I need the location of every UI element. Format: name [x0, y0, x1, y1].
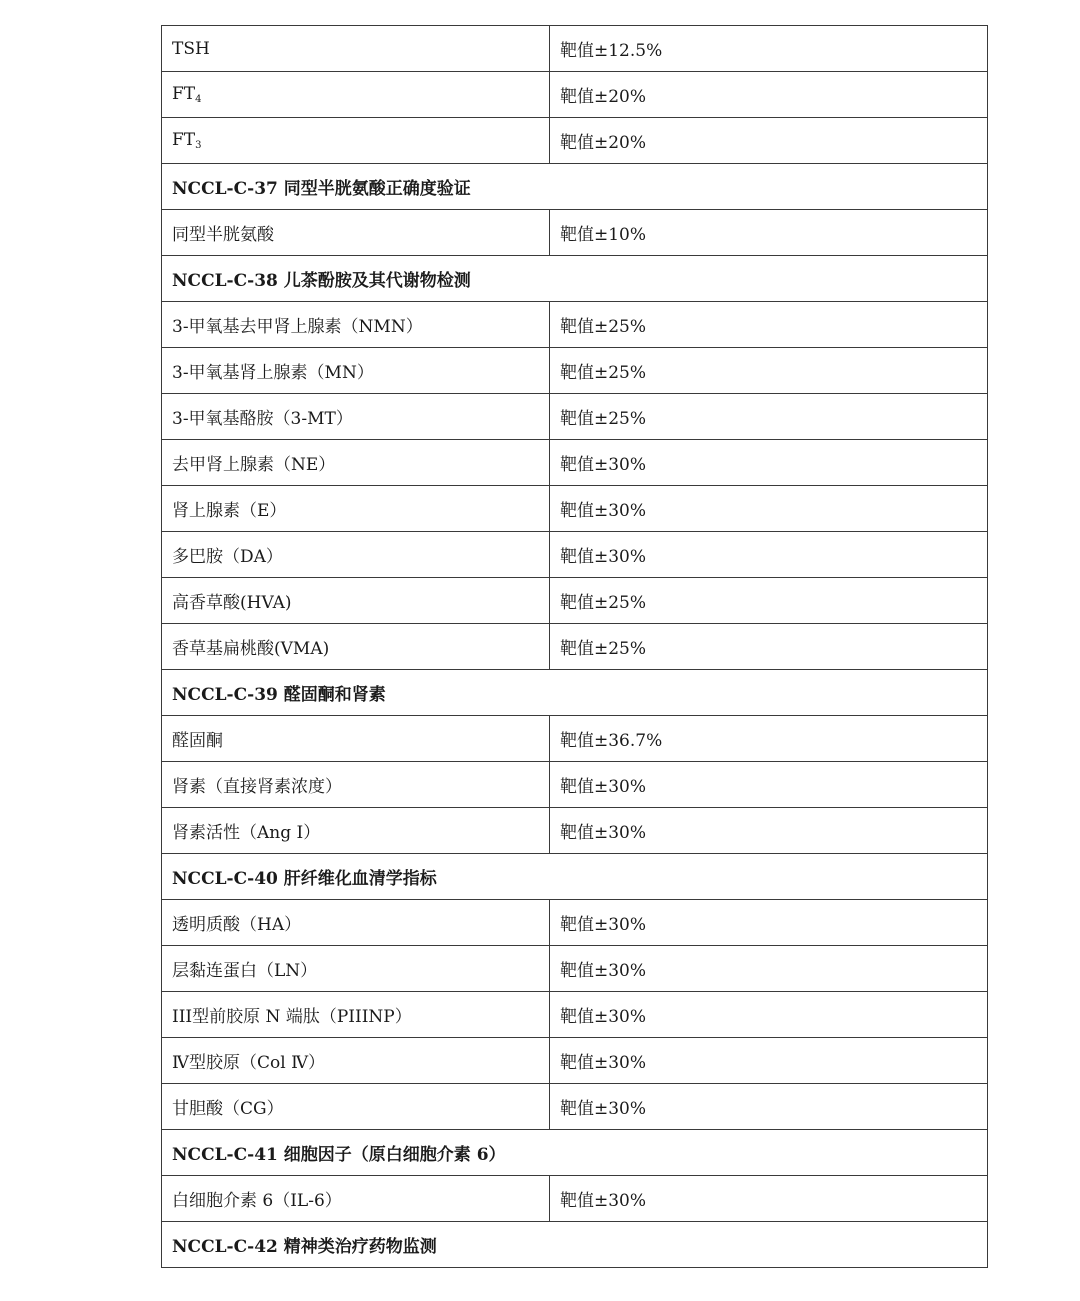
table-row [162, 992, 988, 1038]
analyte-name-cell [162, 118, 550, 164]
analyte-name-cell [162, 716, 550, 762]
tolerance-cell: 靶值±36.7% [550, 716, 988, 762]
tolerance-cell: 靶值±30% [550, 946, 988, 992]
analyte-name: 肾素活性（Ang I） [172, 823, 321, 843]
analyte-name-cell [162, 1084, 550, 1130]
tolerance-cell: 靶值±20% [550, 118, 988, 164]
table-row [162, 1038, 988, 1084]
table-row [162, 1176, 988, 1222]
tolerance-cell: 靶值±30% [550, 486, 988, 532]
analyte-name: 白细胞介素 6（IL-6） [172, 1191, 342, 1211]
analyte-name-cell [162, 578, 550, 624]
analyte-name: 醛固酮 [172, 731, 223, 751]
analyte-name: 层黏连蛋白（LN） [172, 961, 318, 981]
analyte-name: 香草基扁桃酸(VMA) [172, 639, 330, 659]
table-row [162, 808, 988, 854]
tolerance-cell: 靶值±30% [550, 532, 988, 578]
tolerance-cell: 靶值±25% [550, 624, 988, 670]
table-row [162, 302, 988, 348]
table-row [162, 72, 988, 118]
analyte-name: FT [172, 130, 196, 150]
analyte-name: III型前胶原 N 端肽（PIIINP） [172, 1007, 412, 1027]
section-title: NCCL-C-39 醛固酮和肾素 [162, 670, 988, 716]
section-title: NCCL-C-42 精神类治疗药物监测 [162, 1222, 988, 1268]
table-row [162, 578, 988, 624]
analyte-name-cell [162, 394, 550, 440]
table-row [162, 118, 988, 164]
tolerance-cell: 靶值±30% [550, 762, 988, 808]
analyte-name-cell [162, 532, 550, 578]
table-row [162, 716, 988, 762]
tolerance-cell: 靶值±30% [550, 808, 988, 854]
section-header-row [162, 854, 988, 900]
table-row [162, 900, 988, 946]
analyte-name-cell [162, 1176, 550, 1222]
analyte-name-cell [162, 762, 550, 808]
section-title: NCCL-C-38 儿茶酚胺及其代谢物检测 [162, 256, 988, 302]
table-body [162, 26, 988, 1268]
section-header-row [162, 670, 988, 716]
tolerance-cell: 靶值±10% [550, 210, 988, 256]
analyte-name-cell [162, 946, 550, 992]
analyte-name: 3-甲氧基肾上腺素（MN） [172, 363, 374, 383]
tolerance-cell: 靶值±25% [550, 578, 988, 624]
tolerance-cell: 靶值±30% [550, 1038, 988, 1084]
section-title: NCCL-C-37 同型半胱氨酸正确度验证 [162, 164, 988, 210]
analyte-subscript: 3 [195, 140, 202, 151]
analyte-name: 去甲肾上腺素（NE） [172, 455, 336, 475]
table-row [162, 348, 988, 394]
table-row [162, 1084, 988, 1130]
analyte-name-cell [162, 210, 550, 256]
analyte-name: 透明质酸（HA） [172, 915, 302, 935]
analyte-name: 多巴胺（DA） [172, 547, 283, 567]
table-row [162, 440, 988, 486]
tolerance-cell: 靶值±20% [550, 72, 988, 118]
tolerance-cell: 靶值±12.5% [550, 26, 988, 72]
section-header-row [162, 1222, 988, 1268]
table-row [162, 26, 988, 72]
table-row [162, 624, 988, 670]
section-header-row [162, 256, 988, 302]
analyte-subscript: 4 [195, 94, 202, 105]
analyte-name-cell [162, 302, 550, 348]
section-header-row [162, 164, 988, 210]
tolerance-cell: 靶值±25% [550, 302, 988, 348]
analyte-name: FT [172, 84, 196, 104]
analyte-name-cell [162, 72, 550, 118]
tolerance-cell: 靶值±30% [550, 440, 988, 486]
analyte-name: 同型半胱氨酸 [172, 225, 274, 245]
analyte-name-cell [162, 900, 550, 946]
analyte-name-cell [162, 26, 550, 72]
tolerance-cell: 靶值±30% [550, 1084, 988, 1130]
table-row [162, 394, 988, 440]
table-row [162, 210, 988, 256]
section-title: NCCL-C-40 肝纤维化血清学指标 [162, 854, 988, 900]
analyte-name-cell [162, 624, 550, 670]
table-row [162, 946, 988, 992]
analyte-name: 甘胆酸（CG） [172, 1099, 284, 1119]
analyte-name-cell [162, 348, 550, 394]
analyte-name-cell [162, 992, 550, 1038]
analyte-name-cell [162, 486, 550, 532]
analyte-name: 肾素（直接肾素浓度） [172, 777, 342, 797]
analyte-name: 肾上腺素（E） [172, 501, 287, 521]
analyte-name: Ⅳ型胶原（Col Ⅳ） [172, 1053, 326, 1073]
analyte-name-cell [162, 440, 550, 486]
tolerance-cell: 靶值±25% [550, 394, 988, 440]
tolerance-table [161, 25, 988, 1268]
analyte-name-cell [162, 808, 550, 854]
analyte-name: TSH [172, 38, 210, 59]
section-title: NCCL-C-41 细胞因子（原白细胞介素 6） [162, 1130, 988, 1176]
analyte-name: 3-甲氧基酪胺（3-MT） [172, 409, 353, 429]
table-row [162, 532, 988, 578]
tolerance-cell: 靶值±30% [550, 992, 988, 1038]
section-header-row [162, 1130, 988, 1176]
analyte-name: 3-甲氧基去甲肾上腺素（NMN） [172, 317, 423, 337]
table-row [162, 762, 988, 808]
tolerance-cell: 靶值±30% [550, 1176, 988, 1222]
tolerance-cell: 靶值±25% [550, 348, 988, 394]
tolerance-cell: 靶值±30% [550, 900, 988, 946]
table-row [162, 486, 988, 532]
analyte-name: 高香草酸(HVA) [172, 593, 292, 613]
analyte-name-cell [162, 1038, 550, 1084]
